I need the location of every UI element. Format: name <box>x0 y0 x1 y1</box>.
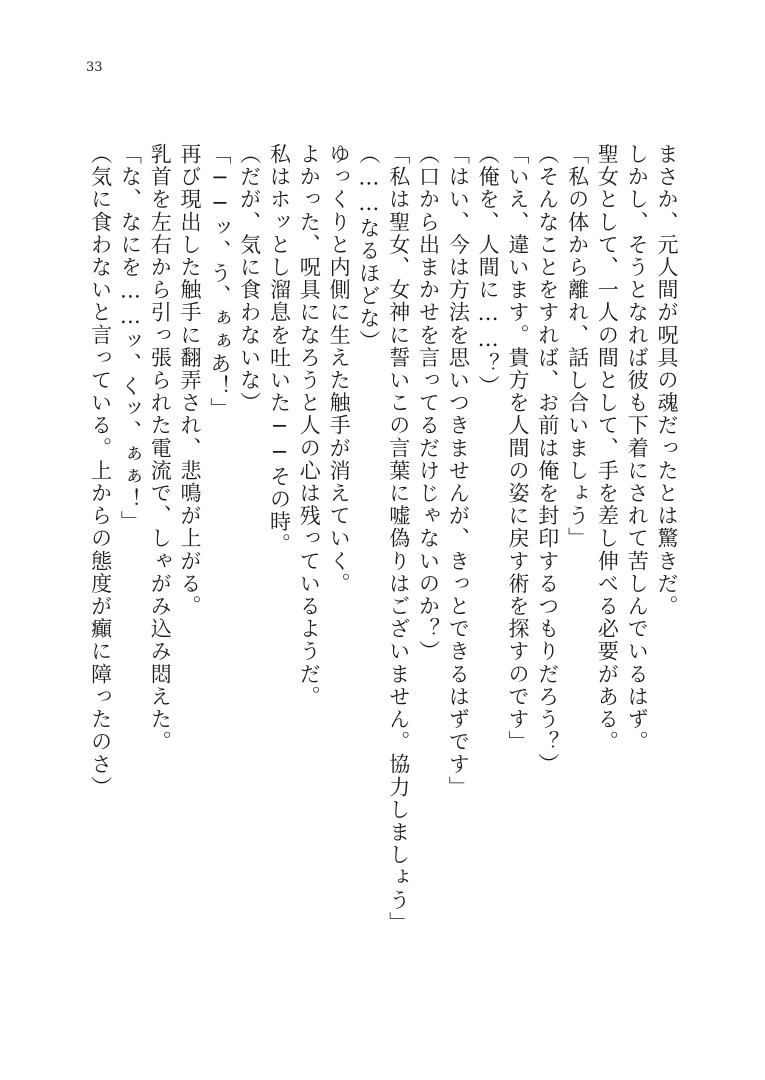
text-line: （……なるほどな） <box>356 143 381 353</box>
text-line: 「私は聖女、女神に誓いこの言葉に嘘偽りはございません。協力しましょう」 <box>386 143 411 934</box>
text-line: 私はホッとし溜息を吐いた──その時。 <box>267 143 292 556</box>
text-line: 乳首を左右から引っ張られた電流で、しゃがみ込み悶えた。 <box>148 143 173 754</box>
text-line: 「な、なにを……ッ、くッ、ぁぁ！」 <box>118 143 143 534</box>
text-line: よかった、呪具になろうと人の心は残っているようだ。 <box>297 143 322 708</box>
text-line: （だが、気に食わないな） <box>237 143 262 415</box>
text-line: ゆっくりと内側に生えた触手が消えていく。 <box>327 143 352 595</box>
text-line: 「──ッ、う、ぁぁあ！」 <box>207 143 232 421</box>
text-line: 「いえ、違います。貴方を人間の姿に戻す術を探すのです」 <box>505 143 530 754</box>
text-line: （気に食わないと言っている。上からの態度が癲に障ったのさ） <box>88 143 113 799</box>
text-line: まさか、元人間が呪具の魂だったとは驚きだ。 <box>655 143 679 618</box>
vertical-text-body <box>81 143 681 1023</box>
page-number: 33 <box>86 60 103 75</box>
text-line: 再び現出した触手に翻弄され、悲鳴が上がる。 <box>178 143 202 618</box>
text-line: 「はい、今は方法を思いつきませんが、きっとできるはずです」 <box>446 143 471 799</box>
text-line: （そんなことをすれば、お前は俺を封印するつもりだろう？） <box>535 143 560 776</box>
text-line: 「私の体から離れ、話し合いましょう」 <box>565 143 590 550</box>
text-line: （口から出まかせを言ってるだけじゃないのか？） <box>416 143 441 663</box>
text-line: （俺を、人間に……？） <box>476 143 501 398</box>
text-line: 聖女として、一人の間として、手を差し伸べる必要がある。 <box>595 143 620 754</box>
text-line: しかし、そうとなれば彼も下着にされて苦しんでいるはず。 <box>625 143 650 754</box>
